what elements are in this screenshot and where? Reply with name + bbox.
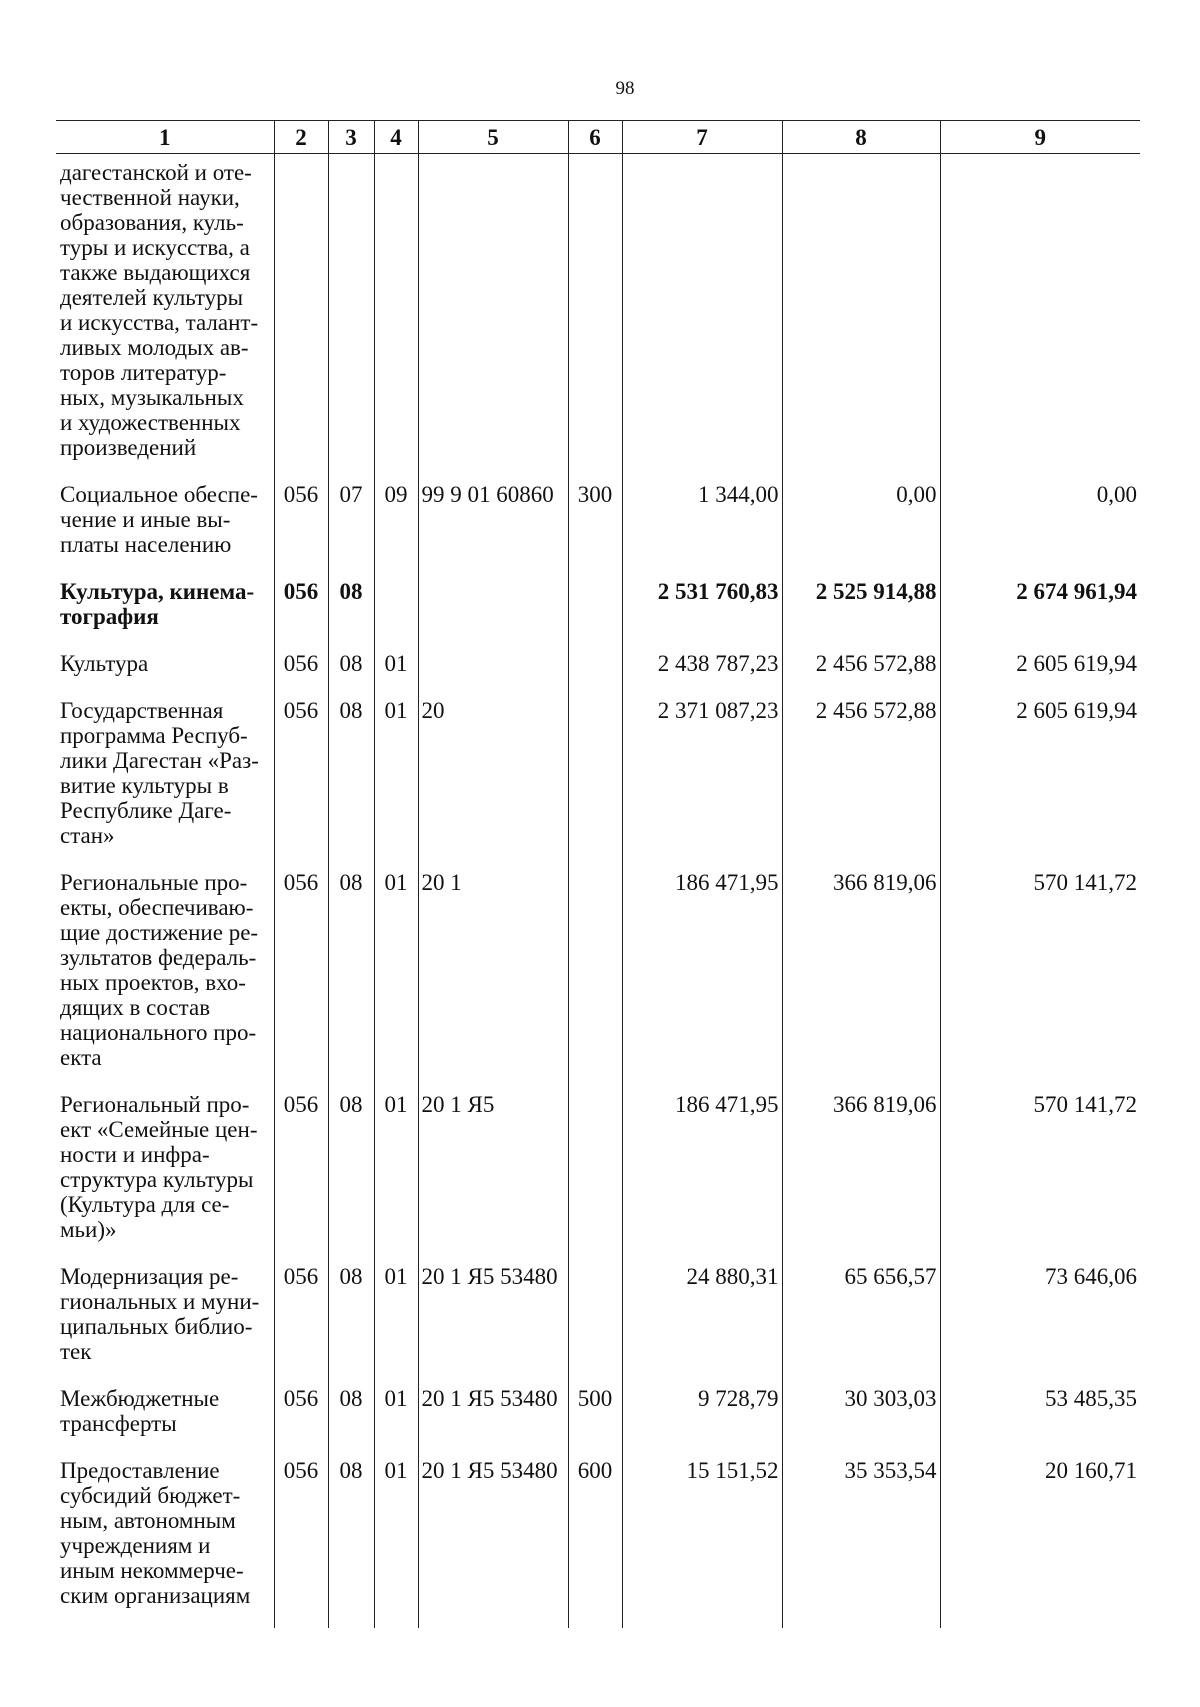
column-header: 8 <box>782 121 940 154</box>
cell-section-code: 08 <box>328 1448 374 1628</box>
cell-section-code: 08 <box>328 688 374 860</box>
cell-ministry-code: 056 <box>274 860 328 1082</box>
row-name: Региональные про- екты, обеспечиваю- щие достижение ре- зультатов федераль- ных проектов, вхо- дящих в состав национального про- екта <box>60 870 259 1070</box>
cell-target-article: 20 1 Я5 53480 <box>418 1448 568 1628</box>
table-row <box>56 1448 1140 1628</box>
cell-amount-col8: 2 456 572,88 <box>782 688 940 860</box>
cell-amount-col7: 15 151,52 <box>622 1448 782 1628</box>
cell-amount-col8: 65 656,57 <box>782 1254 940 1376</box>
cell-expense-type <box>568 569 622 641</box>
cell-section-code: 08 <box>328 641 374 688</box>
table-body <box>56 154 1140 1629</box>
cell-ministry-code: 056 <box>274 472 328 569</box>
cell-expense-type <box>568 1082 622 1254</box>
cell-subsection-code <box>374 569 418 641</box>
column-header: 9 <box>940 121 1140 154</box>
table-row <box>56 641 1140 688</box>
cell-target-article <box>418 154 568 473</box>
row-name: Государственная программа Респуб- лики Дагестан «Раз- витие культуры в Республике Даге- стан» <box>60 698 259 848</box>
row-name: Социальное обеспе- чение и иные вы- платы населению <box>60 482 258 557</box>
cell-amount-col8: 2 525 914,88 <box>782 569 940 641</box>
row-name: Культура <box>60 651 149 676</box>
cell-expense-type <box>568 154 622 473</box>
table-row <box>56 569 1140 641</box>
cell-amount-col9: 0,00 <box>940 472 1140 569</box>
cell-amount-col7: 186 471,95 <box>622 1082 782 1254</box>
table-row <box>56 688 1140 860</box>
cell-ministry-code: 056 <box>274 1376 328 1448</box>
cell-expense-type: 600 <box>568 1448 622 1628</box>
cell-amount-col8: 366 819,06 <box>782 860 940 1082</box>
cell-amount-col8: 366 819,06 <box>782 1082 940 1254</box>
cell-ministry-code <box>274 154 328 473</box>
column-header: 2 <box>274 121 328 154</box>
cell-amount-col7: 186 471,95 <box>622 860 782 1082</box>
cell-section-code: 08 <box>328 1082 374 1254</box>
cell-subsection-code: 01 <box>374 1376 418 1448</box>
cell-subsection-code: 01 <box>374 860 418 1082</box>
cell-subsection-code: 01 <box>374 1254 418 1376</box>
cell-expense-type <box>568 1254 622 1376</box>
cell-target-article <box>418 569 568 641</box>
cell-amount-col7: 2 438 787,23 <box>622 641 782 688</box>
cell-amount-col8: 2 456 572,88 <box>782 641 940 688</box>
cell-amount-col7: 24 880,31 <box>622 1254 782 1376</box>
column-header: 6 <box>568 121 622 154</box>
cell-section-code <box>328 154 374 473</box>
cell-amount-col9: 2 605 619,94 <box>940 641 1140 688</box>
row-name: Межбюджетные трансферты <box>60 1386 220 1436</box>
table-row <box>56 860 1140 1082</box>
cell-amount-col9: 73 646,06 <box>940 1254 1140 1376</box>
cell-amount-col7: 2 371 087,23 <box>622 688 782 860</box>
table-row <box>56 154 1140 473</box>
cell-ministry-code: 056 <box>274 1082 328 1254</box>
cell-target-article <box>418 641 568 688</box>
column-header: 3 <box>328 121 374 154</box>
cell-section-code: 08 <box>328 569 374 641</box>
cell-subsection-code: 09 <box>374 472 418 569</box>
cell-ministry-code: 056 <box>274 1254 328 1376</box>
cell-expense-type: 300 <box>568 472 622 569</box>
row-name: Предоставление субсидий бюджет- ным, автономным учреждениям и иным некоммерче- ским организациям <box>60 1458 251 1608</box>
cell-target-article: 20 1 Я5 53480 <box>418 1254 568 1376</box>
cell-section-code: 08 <box>328 860 374 1082</box>
cell-ministry-code: 056 <box>274 1448 328 1628</box>
cell-amount-col7: 2 531 760,83 <box>622 569 782 641</box>
table-row <box>56 1082 1140 1254</box>
cell-amount-col9: 570 141,72 <box>940 860 1140 1082</box>
row-name: Культура, кинема- тография <box>60 579 255 629</box>
cell-target-article: 20 <box>418 688 568 860</box>
table-row <box>56 1376 1140 1448</box>
cell-expense-type <box>568 688 622 860</box>
cell-expense-type <box>568 860 622 1082</box>
cell-subsection-code: 01 <box>374 641 418 688</box>
cell-expense-type: 500 <box>568 1376 622 1448</box>
row-name: Модернизация ре- гиональных и муни- ципальных библио- тек <box>60 1264 260 1364</box>
cell-subsection-code: 01 <box>374 1082 418 1254</box>
row-name: дагестанской и оте- чественной науки, образования, куль- туры и искусства, а также выдающихся деятелей культуры и искусства, талант- ливых молодых ав- торов литератур- ных, музыкальных и художественных произведений <box>60 160 259 460</box>
cell-ministry-code: 056 <box>274 688 328 860</box>
cell-amount-col9 <box>940 154 1140 473</box>
cell-amount-col8: 0,00 <box>782 472 940 569</box>
table-header-row <box>56 121 1140 154</box>
cell-amount-col8 <box>782 154 940 473</box>
cell-amount-col9: 20 160,71 <box>940 1448 1140 1628</box>
cell-amount-col9: 2 674 961,94 <box>940 569 1140 641</box>
cell-subsection-code: 01 <box>374 1448 418 1628</box>
cell-target-article: 99 9 01 60860 <box>418 472 568 569</box>
cell-ministry-code: 056 <box>274 569 328 641</box>
cell-target-article: 20 1 Я5 <box>418 1082 568 1254</box>
cell-target-article: 20 1 <box>418 860 568 1082</box>
cell-amount-col9: 2 605 619,94 <box>940 688 1140 860</box>
cell-amount-col7: 1 344,00 <box>622 472 782 569</box>
column-header: 5 <box>418 121 568 154</box>
cell-section-code: 08 <box>328 1376 374 1448</box>
cell-section-code: 08 <box>328 1254 374 1376</box>
cell-ministry-code: 056 <box>274 641 328 688</box>
cell-amount-col8: 30 303,03 <box>782 1376 940 1448</box>
table-row <box>56 472 1140 569</box>
cell-amount-col9: 570 141,72 <box>940 1082 1140 1254</box>
cell-expense-type <box>568 641 622 688</box>
column-header: 7 <box>622 121 782 154</box>
budget-table <box>56 120 1140 1628</box>
table-row <box>56 1254 1140 1376</box>
row-name: Региональный про- ект «Семейные цен- ности и инфра- структура культуры (Культура для се- мьи)» <box>60 1092 258 1242</box>
page-number: 98 <box>615 78 635 99</box>
column-header: 4 <box>374 121 418 154</box>
column-header: 1 <box>56 121 274 154</box>
cell-amount-col7 <box>622 154 782 473</box>
cell-amount-col7: 9 728,79 <box>622 1376 782 1448</box>
cell-subsection-code <box>374 154 418 473</box>
cell-target-article: 20 1 Я5 53480 <box>418 1376 568 1448</box>
cell-amount-col9: 53 485,35 <box>940 1376 1140 1448</box>
cell-subsection-code: 01 <box>374 688 418 860</box>
cell-section-code: 07 <box>328 472 374 569</box>
cell-amount-col8: 35 353,54 <box>782 1448 940 1628</box>
